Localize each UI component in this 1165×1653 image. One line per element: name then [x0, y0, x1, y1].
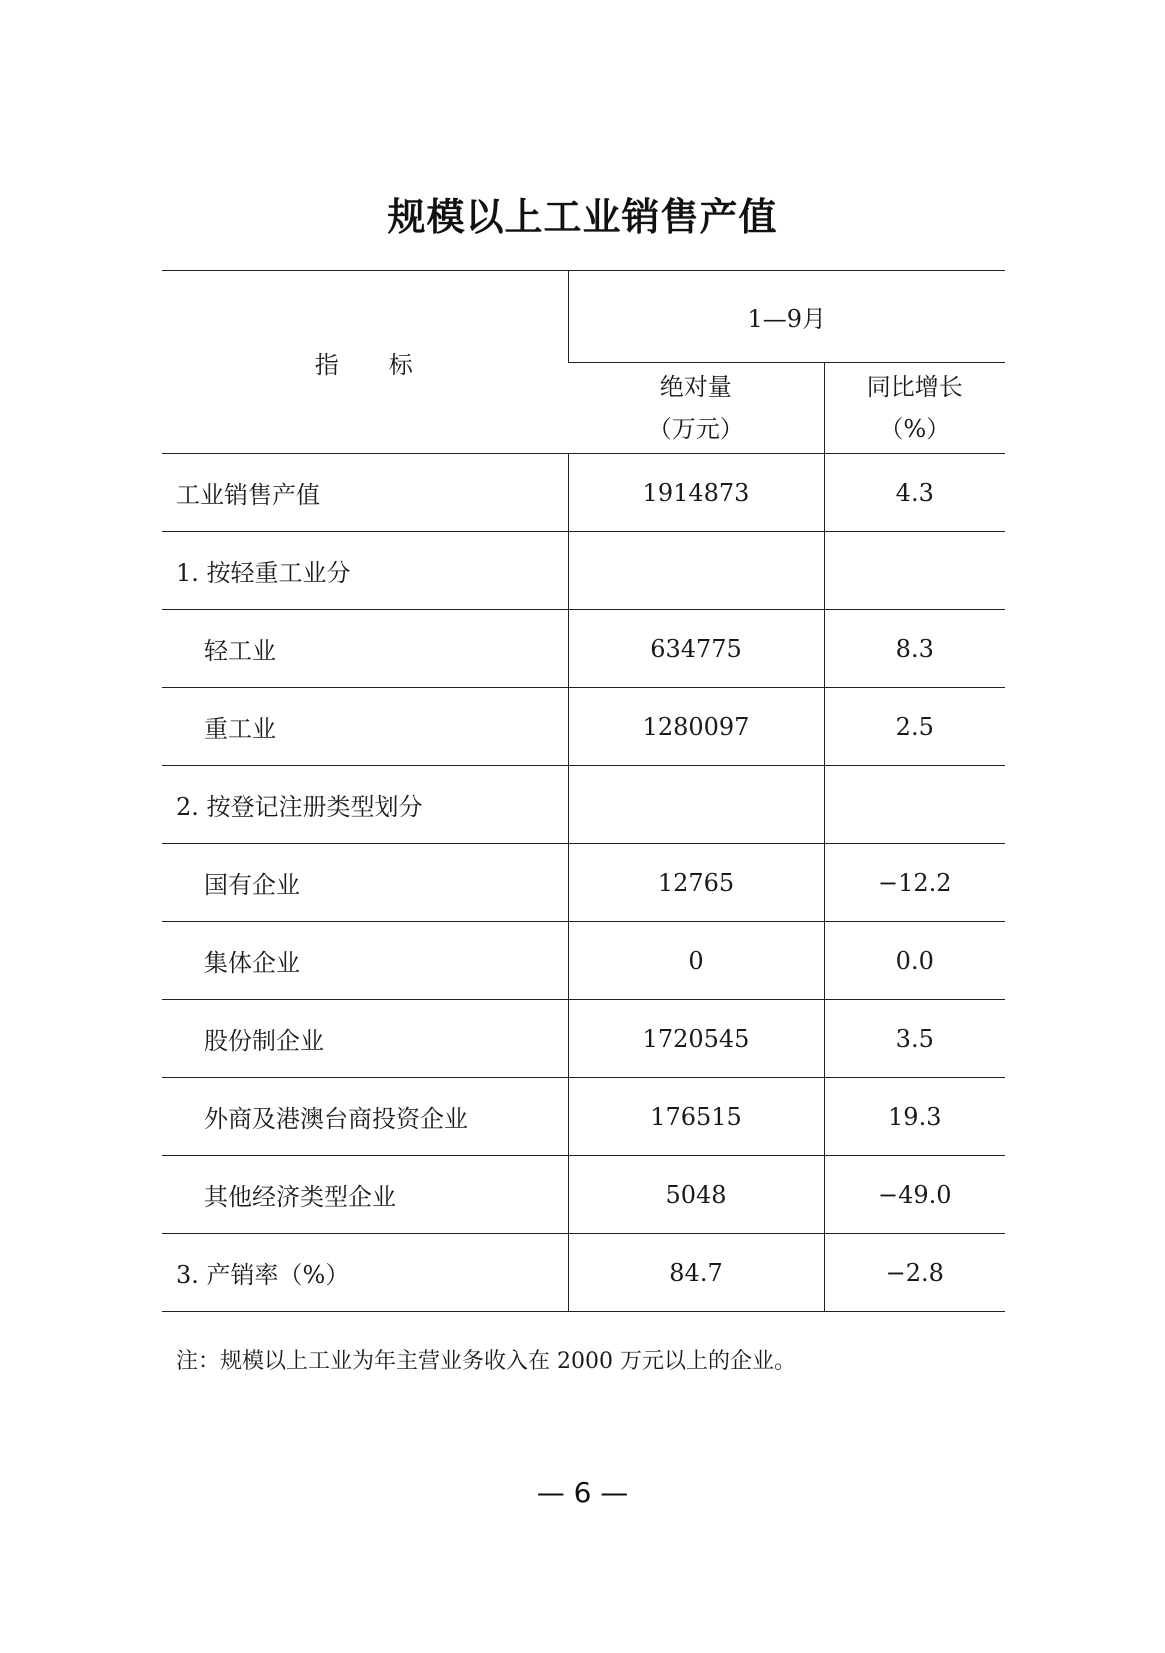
- row-value: 1720545: [568, 1000, 824, 1078]
- row-value: 12765: [568, 844, 824, 922]
- table-row: [162, 688, 1005, 766]
- row-value: 84.7: [568, 1234, 824, 1312]
- row-growth: 2.5: [824, 688, 1005, 766]
- row-value: [568, 766, 824, 844]
- row-label: 轻工业: [162, 610, 568, 688]
- indicator-header-char-1: 指: [314, 350, 341, 379]
- indicator-header: [162, 271, 568, 454]
- row-growth: −49.0: [824, 1156, 1005, 1234]
- row-growth: [824, 766, 1005, 844]
- table-row: [162, 454, 1005, 532]
- row-value: 634775: [568, 610, 824, 688]
- growth-header-label: 同比增长: [866, 373, 963, 401]
- table-row: [162, 532, 1005, 610]
- growth-header-unit: （%）: [879, 415, 951, 443]
- row-label: 国有企业: [162, 844, 568, 922]
- table-row: [162, 1234, 1005, 1312]
- absolute-header-unit: （万元）: [647, 415, 744, 443]
- row-growth: 19.3: [824, 1078, 1005, 1156]
- row-value: 176515: [568, 1078, 824, 1156]
- growth-header: [824, 363, 1005, 454]
- table-row: [162, 844, 1005, 922]
- table-row: [162, 1078, 1005, 1156]
- table-footnote: 注：规模以上工业为年主营业务收入在 2000 万元以上的企业。: [176, 1349, 796, 1374]
- absolute-header-label: 绝对量: [659, 373, 732, 401]
- row-label: 1. 按轻重工业分: [162, 532, 568, 610]
- absolute-header: [568, 363, 824, 454]
- table-row: [162, 1000, 1005, 1078]
- row-value: 0: [568, 922, 824, 1000]
- row-growth: 3.5: [824, 1000, 1005, 1078]
- table-row: [162, 766, 1005, 844]
- row-label: 其他经济类型企业: [162, 1156, 568, 1234]
- row-label: 股份制企业: [162, 1000, 568, 1078]
- row-label: 外商及港澳台商投资企业: [162, 1078, 568, 1156]
- page-number: — 6 —: [536, 1476, 629, 1509]
- row-label: 重工业: [162, 688, 568, 766]
- page-title: 规模以上工业销售产值: [387, 195, 778, 239]
- row-label: 集体企业: [162, 922, 568, 1000]
- row-growth: 0.0: [824, 922, 1005, 1000]
- table-row: [162, 922, 1005, 1000]
- row-value: 1280097: [568, 688, 824, 766]
- indicator-header-char-2: 标: [388, 350, 415, 379]
- table-row: [162, 1156, 1005, 1234]
- row-growth: −2.8: [824, 1234, 1005, 1312]
- row-growth: [824, 532, 1005, 610]
- row-label: 2. 按登记注册类型划分: [162, 766, 568, 844]
- row-growth: 4.3: [824, 454, 1005, 532]
- header-row-1: [162, 271, 1005, 363]
- sales-output-table: [162, 270, 1005, 1312]
- row-label: 工业销售产值: [162, 454, 568, 532]
- row-value: 5048: [568, 1156, 824, 1234]
- row-value: 1914873: [568, 454, 824, 532]
- row-value: [568, 532, 824, 610]
- table-row: [162, 610, 1005, 688]
- row-growth: −12.2: [824, 844, 1005, 922]
- row-label: 3. 产销率（%）: [162, 1234, 568, 1312]
- period-header: 1—9月: [568, 271, 1005, 363]
- row-growth: 8.3: [824, 610, 1005, 688]
